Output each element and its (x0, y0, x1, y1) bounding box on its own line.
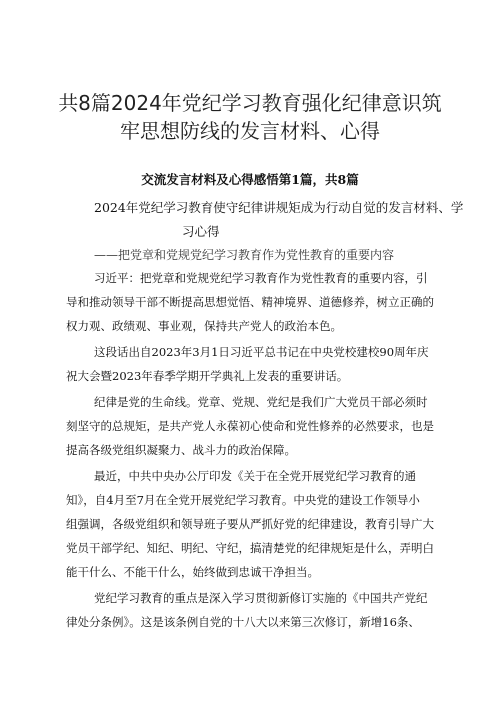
subtitle-line-1: 2024年党纪学习教育使守纪律讲规矩成为行动自觉的发言材料、学 (94, 200, 464, 215)
body-line: 党纪学习教育的重点是深入学习贯彻新修订实施的《中国共产党纪 (94, 591, 428, 605)
body-line: 这段话出自2023年3月1日习近平总书记在中央党校建校90周年庆 (94, 345, 429, 359)
body-line: 组强调，各级党组织和领导班子要从严抓好党的纪律建设，教育引导广大 (66, 517, 434, 531)
body-line: 能干什么、不能干什么，始终做到忠诚干净担当。 (66, 565, 319, 579)
body-line: 导和推动领导干部不断提高思想觉悟、精神境界、道德修养，树立正确的 (66, 295, 434, 309)
body-line: 习近平：把党章和党规党纪学习教育作为党性教育的重要内容，引 (94, 271, 428, 285)
document-title-line-1: 共8篇2024年党纪学习教育强化纪律意识筑 (58, 91, 442, 115)
section-heading: 交流发言材料及心得感悟第1篇，共8篇 (141, 172, 359, 187)
body-line: 提高各级党组织凝聚力、战斗力的政治保障。 (66, 443, 296, 457)
body-line: 律处分条例》。这是该条例自党的十八大以来第三次修订，新增16条、 (66, 615, 420, 629)
body-line: 党员干部学纪、知纪、明纪、守纪，搞清楚党的纪律规矩是什么，弄明白 (66, 541, 434, 555)
body-line: 纪律是党的生命线。党章、党规、党纪是我们广大党员干部必须时 (94, 395, 428, 409)
body-line: 刻坚守的总规矩，是共产党人永葆初心使命和党性修养的必然要求，也是 (66, 419, 434, 433)
body-line: 最近，中共中央办公厅印发《关于在全党开展党纪学习教育的通 (94, 469, 416, 483)
body-line: 知》，自4月至7月在全党开展党纪学习教育。中央党的建设工作领导小 (66, 493, 420, 507)
dash-subtitle: ——把党章和党规党纪学习教育作为党性教育的重要内容 (94, 248, 395, 262)
document-title-line-2: 牢思想防线的发言材料、心得 (120, 119, 380, 143)
body-line: 祝大会暨2023年春季学期开学典礼上发表的重要讲话。 (66, 369, 349, 383)
body-line: 权力观、政绩观、事业观，保持共产党人的政治本色。 (66, 319, 342, 333)
subtitle-line-2: 习心得 (182, 224, 220, 239)
